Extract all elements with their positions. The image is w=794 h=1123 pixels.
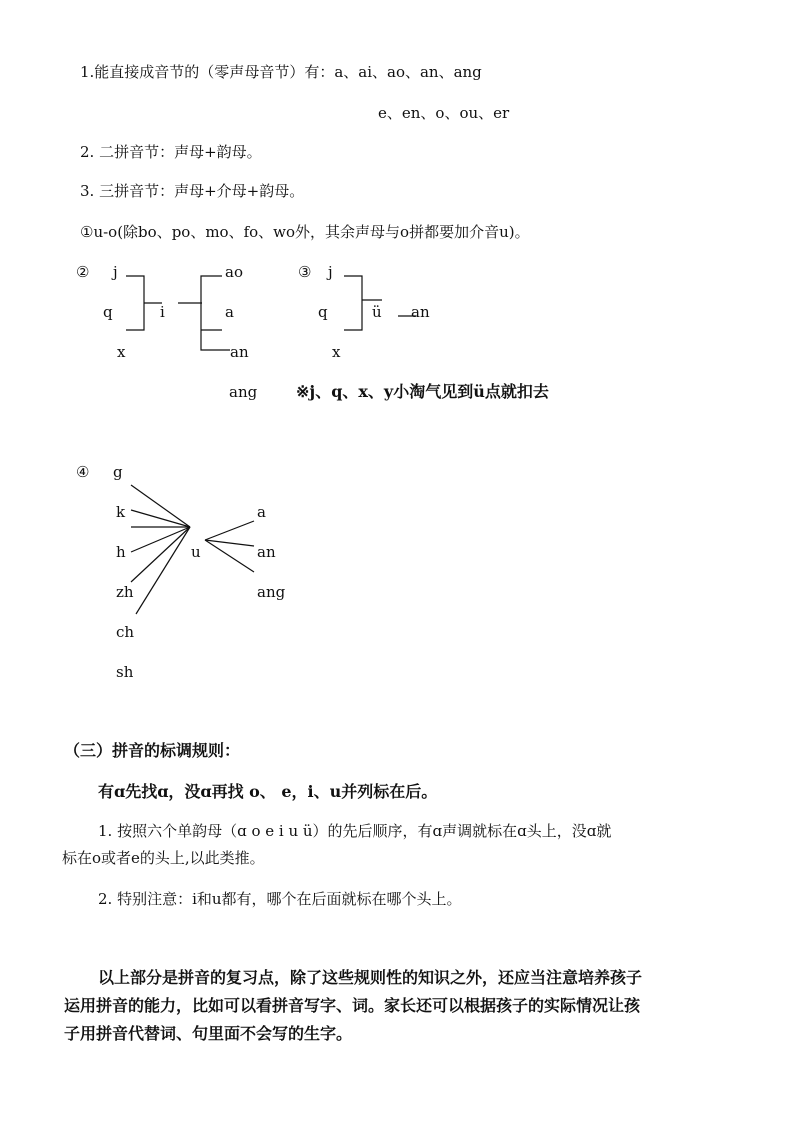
closing-line-2: 运用拼音的能力，比如可以看拼音写字、词。家长还可以根据孩子的实际情况让孩 [64, 996, 641, 1015]
jqxy-note: ※j、q、x、y小淘气见到ü点就扣去 [296, 382, 549, 401]
initial-q-3: q [318, 303, 328, 321]
ray-k [131, 510, 190, 527]
initial-g: g [113, 463, 123, 481]
initial-h: h [116, 543, 126, 561]
tone-rule-2: 2. 特别注意：i和u都有，哪个在后面就标在哪个头上。 [98, 890, 462, 908]
closing-line-1: 以上部分是拼音的复习点，除了这些规则性的知识之外，还应当注意培养孩子 [98, 968, 643, 987]
initial-q: q [103, 303, 113, 321]
tone-rule-mnemonic: 有ɑ先找ɑ，没ɑ再找 o、 e，i、u并列标在后。 [98, 782, 438, 801]
line-three-part-syllable: 3. 三拼音节：声母+介母+韵母。 [80, 182, 305, 200]
initial-j-3: j [328, 263, 333, 281]
final-a-4: a [257, 503, 266, 521]
final-a: a [225, 303, 234, 321]
final-an-3: an [411, 303, 430, 321]
marker-2: ② [76, 263, 90, 281]
medial-i: i [160, 303, 165, 321]
initial-ch: ch [116, 623, 135, 641]
line-two-part-syllable: 2. 二拼音节：声母+韵母。 [80, 143, 262, 161]
final-ang-4: ang [257, 583, 286, 601]
tone-rule-1-cont: 标在o或者e的头上,以此类推。 [62, 849, 265, 867]
tone-rule-1: 1. 按照六个单韵母（ɑ o e i u ü）的先后顺序，有ɑ声调就标在ɑ头上，没ɑ就 [98, 822, 612, 840]
ray-h [131, 527, 190, 552]
initial-k: k [116, 503, 126, 521]
initial-x-3: x [332, 343, 341, 361]
medial-u: u [191, 543, 201, 561]
final-an-4: an [257, 543, 276, 561]
closing-line-3: 子用拼音代替词、句里面不会写的生字。 [64, 1024, 353, 1043]
line-zero-initial-syllables: 1.能直接成音节的（零声母音节）有：a、ai、ao、an、ang [80, 63, 482, 81]
bracket-jqx-i [126, 276, 144, 330]
ray-g [131, 485, 190, 527]
line-zero-initial-syllables-cont: e、en、o、ou、er [378, 104, 510, 122]
initial-zh: zh [116, 583, 134, 601]
initial-j: j [113, 263, 118, 281]
line-u-o-rule: ①u-o(除bo、po、mo、fo、wo外，其余声母与o拼都要加介音u)。 [80, 223, 530, 241]
initial-x: x [117, 343, 126, 361]
ray-a [205, 521, 254, 540]
tone-rules-heading: （三）拼音的标调规则： [64, 741, 241, 760]
bracket-jqx-u [344, 276, 362, 330]
final-ang: ang [229, 383, 258, 401]
marker-3: ③ [298, 263, 312, 281]
marker-4: ④ [76, 463, 90, 481]
final-an: an [230, 343, 249, 361]
initial-sh: sh [116, 663, 134, 681]
final-ao: ao [225, 263, 243, 281]
medial-u-umlaut: ü [372, 303, 382, 321]
